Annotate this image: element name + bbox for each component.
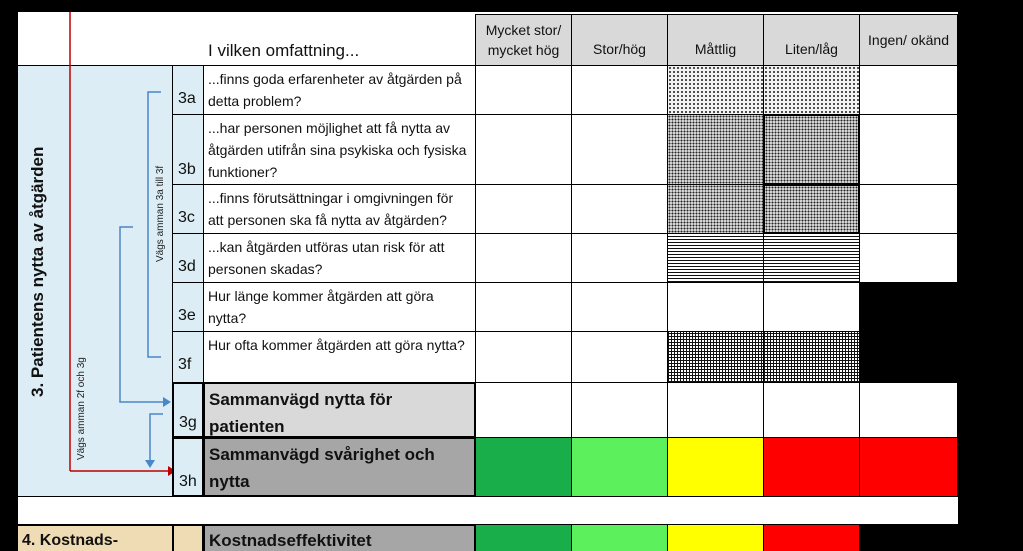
spreadsheet — [18, 12, 958, 551]
cell-3a-1[interactable] — [475, 65, 572, 115]
column-header-label: Mycket stor/ mycket hög — [485, 22, 562, 58]
cell-3d-3[interactable] — [667, 233, 764, 283]
row-id-3g: 3g — [172, 382, 204, 438]
cell-3h-high[interactable] — [571, 437, 668, 497]
cell-3e-3[interactable] — [667, 282, 764, 332]
section-4-row-text: Kostnadseffektivitet — [203, 524, 476, 551]
cell-3d-4[interactable] — [763, 233, 860, 283]
row-id-3e: 3e — [172, 282, 204, 332]
cell-3f-3[interactable] — [667, 331, 764, 383]
cell-4-none[interactable] — [859, 524, 958, 551]
cell-3g-5[interactable] — [859, 382, 958, 438]
cell-3h-none[interactable] — [859, 437, 958, 497]
cell-3h-very-high[interactable] — [475, 437, 572, 497]
cell-3b-2[interactable] — [571, 114, 668, 185]
row-id-3a: 3a — [172, 65, 204, 115]
summary-3h: Sammanvägd svårighet och nytta — [203, 437, 476, 497]
row-id-3d: 3d — [172, 233, 204, 283]
question-3a: ...finns goda erfarenheter av åtgärden på detta problem? — [203, 65, 476, 115]
cell-3b-1[interactable] — [475, 114, 572, 185]
column-header-label: Ingen/ okänd — [868, 32, 949, 48]
cell-3b-3[interactable] — [667, 114, 764, 185]
section-4-id-cell — [172, 524, 204, 551]
cell-3f-1[interactable] — [475, 331, 572, 383]
column-header-label: Stor/hög — [593, 41, 646, 57]
cell-3d-2[interactable] — [571, 233, 668, 283]
cell-4-moderate[interactable] — [667, 524, 764, 551]
row-id-3b: 3b — [172, 114, 204, 185]
column-header-very-high — [475, 14, 572, 66]
cell-3h-moderate[interactable] — [667, 437, 764, 497]
cell-3g-3[interactable] — [667, 382, 764, 438]
cell-3g-2[interactable] — [571, 382, 668, 438]
column-header-high — [571, 14, 668, 66]
summary-3g: Sammanvägd nytta för patienten — [203, 382, 476, 438]
cell-3a-5[interactable] — [859, 65, 958, 115]
cell-3f-2[interactable] — [571, 331, 668, 383]
row-id-3c: 3c — [172, 184, 204, 234]
section-3-title: 3. Patientens nytta av åtgärden — [28, 146, 47, 397]
cell-3c-2[interactable] — [571, 184, 668, 234]
cell-3g-4[interactable] — [763, 382, 860, 438]
cell-3e-5[interactable] — [859, 282, 958, 383]
cell-3e-2[interactable] — [571, 282, 668, 332]
row-id-3h: 3h — [172, 437, 204, 497]
cell-3c-1[interactable] — [475, 184, 572, 234]
cell-3g-1[interactable] — [475, 382, 572, 438]
column-header-low — [763, 14, 860, 66]
cell-4-high[interactable] — [571, 524, 668, 551]
cell-3e-4[interactable] — [763, 282, 860, 332]
question-3f: Hur ofta kommer åtgärden att göra nytta? — [203, 331, 476, 383]
cell-3b-5[interactable] — [859, 114, 958, 185]
cell-3a-3[interactable] — [667, 65, 764, 115]
cell-3a-4[interactable] — [763, 65, 860, 115]
header-question: I vilken omfattning... — [208, 41, 360, 60]
column-header-label: Måttlig — [694, 41, 737, 57]
question-3c: ...finns förutsättningar i omgivningen för att personen ska få nytta av åtgärden? — [203, 184, 476, 234]
cell-3a-2[interactable] — [571, 65, 668, 115]
column-header-none — [859, 14, 958, 66]
question-3e: Hur länge kommer åtgärden att göra nytta? — [203, 282, 476, 332]
cell-4-low[interactable] — [763, 524, 860, 551]
section-4-title: 4. Kostnads- — [22, 532, 119, 549]
column-header-moderate — [667, 14, 764, 66]
right-edge-gap — [958, 12, 1023, 551]
row-id-3f: 3f — [172, 331, 204, 383]
cell-3d-5[interactable] — [859, 233, 958, 283]
cell-4-very-high[interactable] — [475, 524, 572, 551]
column-header-label: Liten/låg — [785, 41, 838, 57]
cell-3e-1[interactable] — [475, 282, 572, 332]
cell-3c-4[interactable] — [763, 184, 860, 234]
cell-3b-4[interactable] — [763, 114, 860, 185]
cell-3h-low[interactable] — [763, 437, 860, 497]
bracket-label-outer: Vägs amman 2f och 3g — [76, 357, 87, 460]
cell-3f-4[interactable] — [763, 331, 860, 383]
cell-3d-1[interactable] — [475, 233, 572, 283]
cell-3c-5[interactable] — [859, 184, 958, 234]
question-3b: ...har personen möjlighet att få nytta av åtgärden utifrån sina psykiska och fysiska funktioner? — [203, 114, 476, 185]
cell-3c-3[interactable] — [667, 184, 764, 234]
question-3d: ...kan åtgärden utföras utan risk för att personen skadas? — [203, 233, 476, 283]
bracket-label-inner: Vägs amman 3a till 3f — [155, 165, 166, 262]
